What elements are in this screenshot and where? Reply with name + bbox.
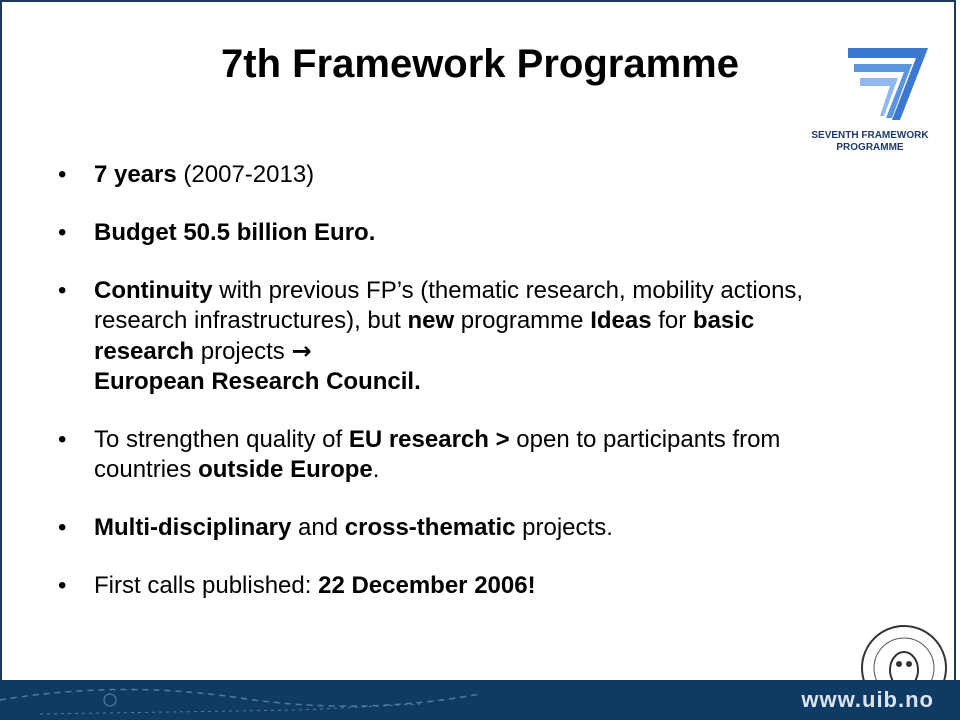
footer-url[interactable]: www.uib.no	[801, 687, 934, 712]
bullet-text: projects.	[515, 514, 613, 541]
bullet-text: (2007-2013)	[176, 161, 315, 188]
bullet-bold: 22 December 2006!	[318, 572, 536, 599]
bullet-bold: Ideas	[590, 307, 652, 334]
logo-caption	[800, 130, 940, 154]
bullet-text: First calls published:	[94, 572, 319, 599]
bullet-text: .	[372, 456, 380, 483]
footer-bar	[0, 680, 960, 720]
bullet-first-calls: • First calls published: 22 December 2006!	[58, 572, 536, 599]
logo-caption-line2: PROGRAMME	[836, 142, 904, 153]
bullet-multidisciplinary: • Multi-disciplinary and cross-thematic projects.	[58, 514, 613, 541]
bullet-bold: cross-thematic	[344, 514, 516, 541]
bullet-bold: basic research	[94, 307, 755, 365]
bullet-quality: • To strengthen quality of EU research > open to participants from countries outside Europe.	[58, 426, 781, 483]
bullet-text: for	[651, 307, 693, 334]
logo-caption-line1: SEVENTH FRAMEWORK	[811, 130, 929, 141]
bullet-bold: new	[407, 307, 455, 334]
arrow-right-icon: →	[291, 337, 312, 365]
bullet-text: with previous FP’s (thematic research, mobility actions, research infrastructures), but	[94, 277, 804, 334]
bullet-bold: Continuity	[94, 277, 213, 304]
bullet-text: and	[291, 514, 345, 541]
bullet-text: To strengthen quality of	[94, 426, 349, 453]
bullet-bold: Budget 50.5 billion Euro.	[94, 219, 376, 246]
bullet-text: projects	[194, 338, 292, 365]
bullet-bold: Multi-disciplinary	[94, 514, 292, 541]
bullet-duration: • 7 years (2007-2013)	[58, 161, 315, 188]
bullet-continuity: • Continuity with previous FP’s (thematic research, mobility actions, research infrastructures), but new programme Ideas for basic research projects → European Research Council.	[58, 277, 804, 395]
bullet-bold: 7 years	[94, 161, 177, 188]
bullet-bold: EU research >	[348, 426, 510, 453]
bullet-budget: • Budget 50.5 billion Euro.	[58, 219, 376, 246]
slide-title: 7th Framework Programme	[221, 42, 739, 86]
bullet-bold: European Research Council.	[94, 368, 421, 395]
bullet-bold: outside Europe	[198, 456, 373, 483]
bullet-text: programme	[454, 307, 591, 334]
bullet-text: open to participants from countries	[94, 426, 781, 483]
bullet-list	[58, 160, 838, 629]
